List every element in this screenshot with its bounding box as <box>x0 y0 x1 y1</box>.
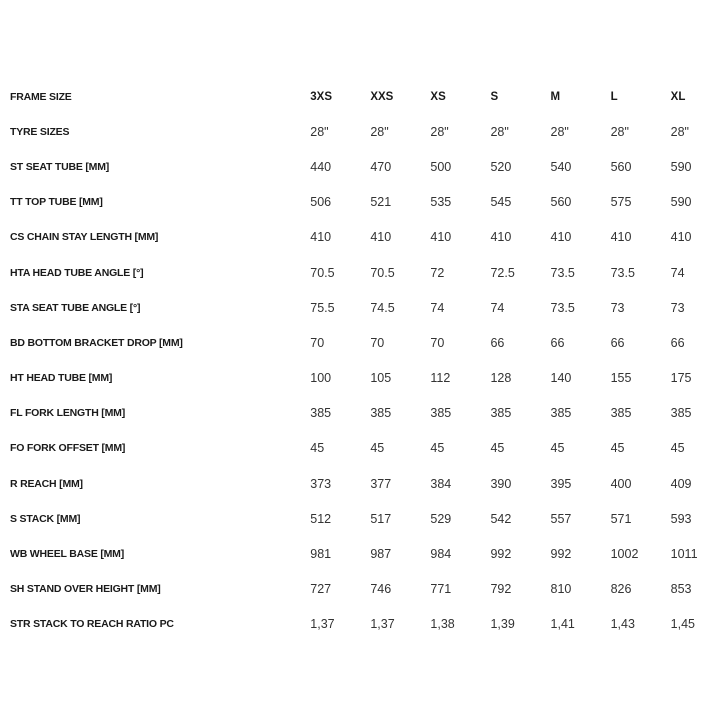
table-cell: 540 <box>550 159 572 174</box>
table-row <box>10 185 710 220</box>
table-cell: 45 <box>490 441 505 456</box>
table-cell: 826 <box>610 582 632 597</box>
row-label: WB WHEEL BASE [MM] <box>10 548 125 561</box>
table-cell: 385 <box>550 406 572 421</box>
table-cell: 377 <box>370 476 392 491</box>
table-cell: 560 <box>550 195 572 210</box>
table-cell: 140 <box>550 371 572 386</box>
row-label: ST SEAT TUBE [MM] <box>10 160 110 173</box>
table-cell: 28" <box>550 124 569 139</box>
geometry-table <box>10 79 710 642</box>
table-cell: 535 <box>430 195 452 210</box>
table-cell: 410 <box>670 230 692 245</box>
table-cell: 66 <box>490 335 505 350</box>
table-cell: 73 <box>670 300 685 315</box>
table-row <box>10 255 710 290</box>
table-cell: 512 <box>310 511 332 526</box>
table-cell: 500 <box>430 159 452 174</box>
table-cell: 74 <box>670 265 685 280</box>
table-cell: 45 <box>430 441 445 456</box>
table-cell: 28" <box>430 124 449 139</box>
table-cell: 100 <box>310 371 332 386</box>
table-cell: 45 <box>610 441 625 456</box>
table-cell: 1,37 <box>310 617 335 632</box>
table-cell: 1,39 <box>490 617 515 632</box>
table-cell: 70.5 <box>370 265 395 280</box>
row-label: R REACH [MM] <box>10 477 83 490</box>
table-cell: 74 <box>490 300 505 315</box>
row-label: BD BOTTOM BRACKET DROP [MM] <box>10 336 183 349</box>
table-cell: 72 <box>430 265 445 280</box>
frame-size-label: FRAME SIZE <box>10 90 72 103</box>
table-cell: 1,43 <box>610 617 635 632</box>
table-cell: 409 <box>670 476 692 491</box>
row-label: TT TOP TUBE [MM] <box>10 196 103 209</box>
table-cell: 385 <box>370 406 392 421</box>
row-label: TYRE SIZES <box>10 125 70 138</box>
table-cell: 440 <box>310 159 332 174</box>
size-header-xl: XL <box>670 90 686 103</box>
table-header-row <box>10 79 710 114</box>
table-cell: 410 <box>490 230 512 245</box>
table-row <box>10 536 710 571</box>
row-label: FO FORK OFFSET [MM] <box>10 442 126 455</box>
table-cell: 74 <box>430 300 445 315</box>
row-label: HTA HEAD TUBE ANGLE [°] <box>10 266 144 279</box>
table-cell: 593 <box>670 511 692 526</box>
row-label: S STACK [MM] <box>10 512 81 525</box>
table-cell: 28" <box>490 124 509 139</box>
table-cell: 72.5 <box>490 265 515 280</box>
table-cell: 1,45 <box>670 617 695 632</box>
table-cell: 395 <box>550 476 572 491</box>
table-cell: 45 <box>670 441 685 456</box>
table-cell: 28" <box>370 124 389 139</box>
table-cell: 70 <box>430 335 445 350</box>
table-cell: 155 <box>610 371 632 386</box>
row-label: STA SEAT TUBE ANGLE [°] <box>10 301 141 314</box>
row-label: HT HEAD TUBE [MM] <box>10 372 113 385</box>
table-cell: 73.5 <box>610 265 635 280</box>
size-header-m: M <box>550 90 561 103</box>
size-header-xxs: XXS <box>370 90 394 103</box>
table-cell: 373 <box>310 476 332 491</box>
row-label: FL FORK LENGTH [MM] <box>10 407 125 420</box>
table-cell: 385 <box>670 406 692 421</box>
table-row <box>10 607 710 642</box>
table-cell: 410 <box>430 230 452 245</box>
table-cell: 385 <box>430 406 452 421</box>
table-row <box>10 396 710 431</box>
table-cell: 385 <box>310 406 332 421</box>
row-label: STR STACK TO REACH RATIO PC <box>10 618 174 631</box>
table-row <box>10 361 710 396</box>
table-cell: 545 <box>490 195 512 210</box>
table-cell: 400 <box>610 476 632 491</box>
table-row <box>10 290 710 325</box>
table-cell: 73.5 <box>550 300 575 315</box>
row-label: SH STAND OVER HEIGHT [MM] <box>10 583 161 596</box>
table-cell: 575 <box>610 195 632 210</box>
table-cell: 560 <box>610 159 632 174</box>
table-cell: 28" <box>310 124 329 139</box>
table-cell: 1011 <box>670 547 698 562</box>
table-cell: 74.5 <box>370 300 395 315</box>
table-cell: 73.5 <box>550 265 575 280</box>
table-cell: 175 <box>670 371 692 386</box>
table-row <box>10 466 710 501</box>
table-cell: 75.5 <box>310 300 335 315</box>
table-cell: 384 <box>430 476 452 491</box>
table-cell: 987 <box>370 547 392 562</box>
table-cell: 385 <box>610 406 632 421</box>
table-cell: 70 <box>370 335 385 350</box>
table-cell: 517 <box>370 511 392 526</box>
table-cell: 853 <box>670 582 692 597</box>
table-cell: 73 <box>610 300 625 315</box>
table-cell: 70.5 <box>310 265 335 280</box>
size-header-xs: XS <box>430 90 446 103</box>
table-row <box>10 572 710 607</box>
size-header-3xs: 3XS <box>310 90 333 103</box>
table-cell: 506 <box>310 195 332 210</box>
table-cell: 128 <box>490 371 512 386</box>
table-cell: 410 <box>370 230 392 245</box>
table-cell: 45 <box>370 441 385 456</box>
table-cell: 112 <box>430 371 451 386</box>
table-cell: 410 <box>610 230 632 245</box>
table-cell: 410 <box>550 230 572 245</box>
table-cell: 385 <box>490 406 512 421</box>
table-cell: 1,38 <box>430 617 455 632</box>
table-cell: 520 <box>490 159 512 174</box>
table-cell: 746 <box>370 582 392 597</box>
table-cell: 590 <box>670 195 692 210</box>
row-label: CS CHAIN STAY LENGTH [MM] <box>10 231 159 244</box>
table-cell: 992 <box>550 547 572 562</box>
table-cell: 410 <box>310 230 332 245</box>
table-cell: 470 <box>370 159 392 174</box>
table-body <box>10 114 710 642</box>
table-cell: 771 <box>430 582 452 597</box>
table-cell: 521 <box>370 195 392 210</box>
table-cell: 105 <box>370 371 392 386</box>
size-header-s: S <box>490 90 499 103</box>
table-cell: 571 <box>610 511 632 526</box>
table-cell: 992 <box>490 547 512 562</box>
table-cell: 70 <box>310 335 325 350</box>
table-row <box>10 325 710 360</box>
table-cell: 45 <box>310 441 325 456</box>
table-cell: 792 <box>490 582 512 597</box>
size-header-l: L <box>610 90 618 103</box>
table-cell: 66 <box>550 335 565 350</box>
table-cell: 590 <box>670 159 692 174</box>
table-row <box>10 149 710 184</box>
table-row <box>10 220 710 255</box>
table-cell: 66 <box>610 335 625 350</box>
table-cell: 529 <box>430 511 452 526</box>
table-cell: 557 <box>550 511 572 526</box>
table-cell: 1,41 <box>550 617 575 632</box>
table-cell: 1,37 <box>370 617 395 632</box>
table-cell: 810 <box>550 582 572 597</box>
table-row <box>10 114 710 149</box>
table-cell: 727 <box>310 582 332 597</box>
table-cell: 542 <box>490 511 512 526</box>
table-cell: 66 <box>670 335 685 350</box>
table-cell: 390 <box>490 476 512 491</box>
table-cell: 1002 <box>610 547 639 562</box>
table-cell: 981 <box>310 547 332 562</box>
table-cell: 28" <box>670 124 689 139</box>
table-cell: 984 <box>430 547 452 562</box>
table-row <box>10 501 710 536</box>
table-cell: 28" <box>610 124 629 139</box>
table-row <box>10 431 710 466</box>
table-cell: 45 <box>550 441 565 456</box>
